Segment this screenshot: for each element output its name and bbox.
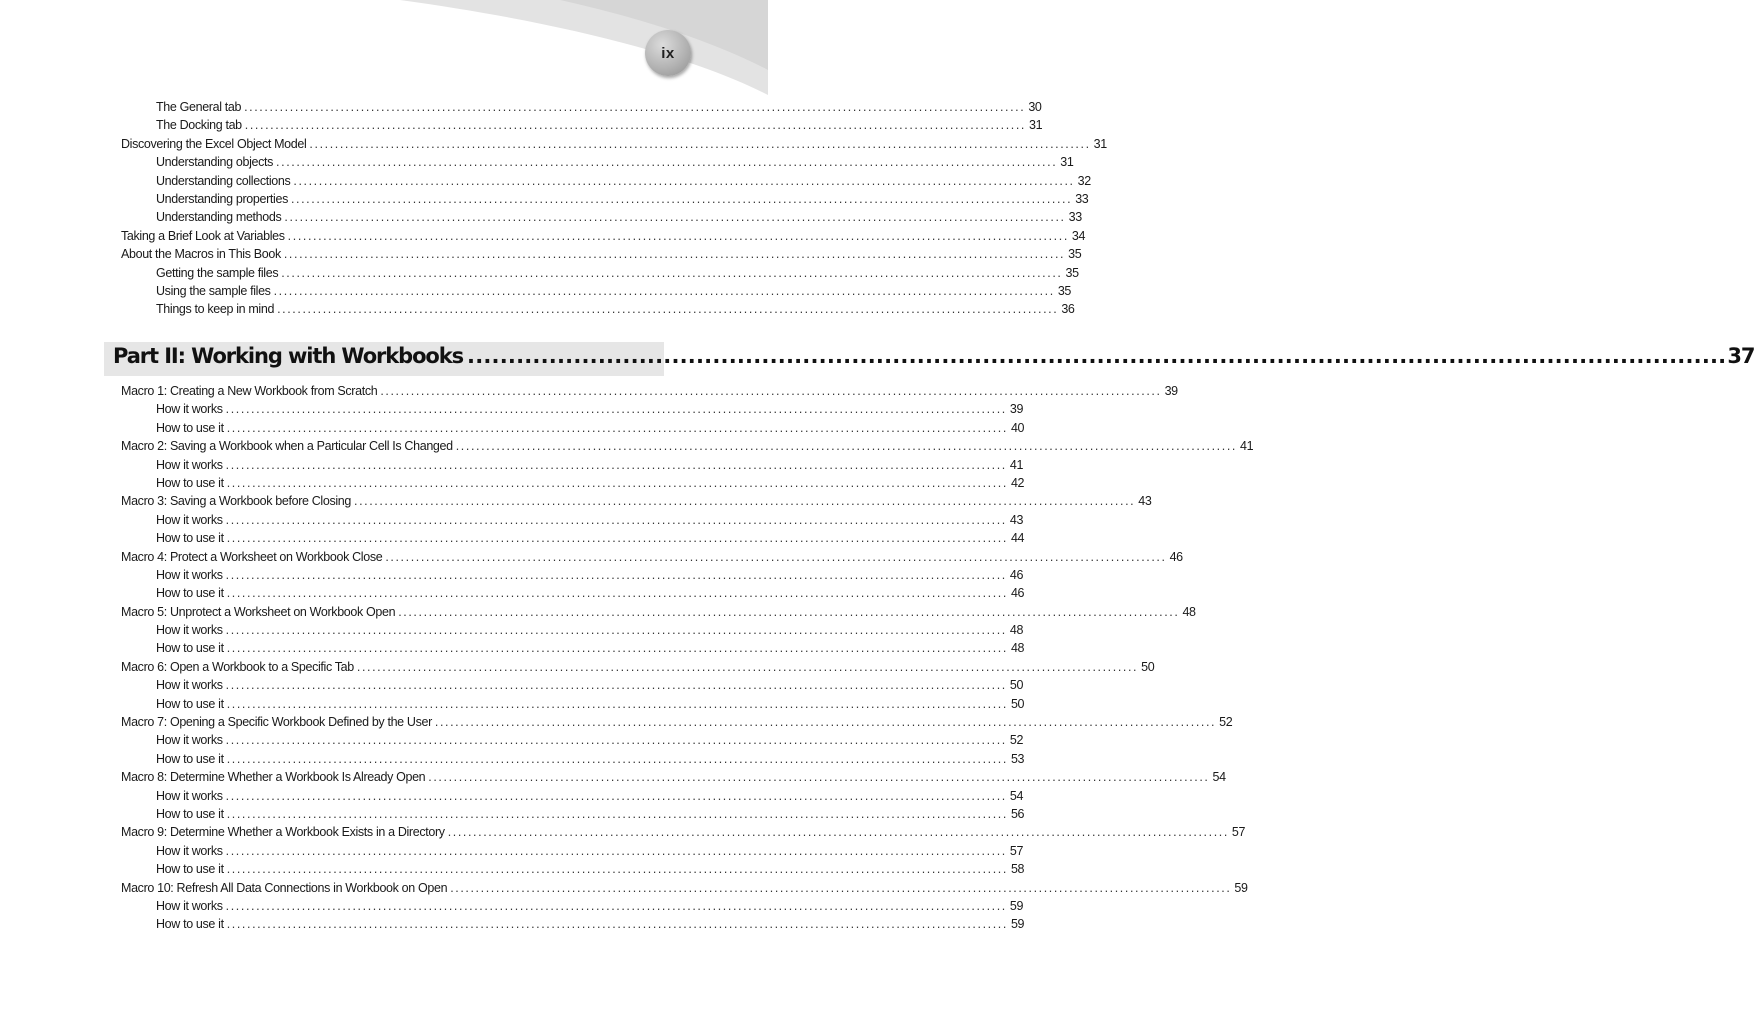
toc-entry-title: Macro 9: Determine Whether a Workbook Exists in a Directory — [121, 825, 445, 840]
toc-dot-leader: .......................................................................................................................................................... — [428, 770, 1210, 785]
toc-page-number: 35 — [1068, 247, 1082, 262]
toc-section-part-1-continued — [121, 98, 1107, 319]
toc-dot-leader: .......................................................................................................................................................... — [244, 118, 1027, 133]
toc-page-number: 48 — [1010, 641, 1025, 656]
toc-subentry — [121, 116, 1043, 134]
toc-page-number: 46 — [1009, 567, 1024, 582]
toc-section-part-2 — [121, 382, 1254, 934]
toc-page-number: 31 — [1093, 136, 1107, 151]
toc-entry-title: How it works — [156, 898, 223, 913]
toc-page-number: 41 — [1009, 457, 1024, 472]
toc-dot-leader: .......................................................................................................................................................... — [226, 420, 1008, 435]
toc-dot-leader: .......................................................................................................................................................... — [434, 715, 1217, 730]
toc-page-number: 36 — [1061, 302, 1075, 317]
toc-entry-title: How it works — [156, 733, 223, 748]
toc-dot-leader: .......................................................................................................................................................... — [226, 751, 1008, 766]
toc-dot-leader: .......................................................................................................................................................... — [226, 475, 1008, 490]
toc-entry-title: The Docking tab — [156, 118, 242, 133]
toc-page-number: 57 — [1009, 843, 1024, 858]
toc-entry-title: Things to keep in mind — [156, 302, 275, 317]
toc-dot-leader: .......................................................................................................................................................... — [398, 604, 1180, 619]
toc-dot-leader: .......................................................................................................................................................... — [244, 100, 1026, 114]
toc-entry-title: How it works — [156, 512, 223, 527]
toc-entry-title: How to use it — [156, 420, 224, 435]
toc-entry-title: Macro 8: Determine Whether a Workbook Is Already Open — [121, 770, 426, 785]
toc-page-number: 54 — [1212, 770, 1226, 785]
toc-page-number: 33 — [1068, 210, 1082, 225]
toc-entry-title: How it works — [156, 678, 223, 693]
toc-page-number: 52 — [1219, 715, 1233, 730]
toc-entry-title: How to use it — [156, 751, 224, 766]
toc-entry — [121, 768, 1226, 786]
toc-page-number: 39 — [1009, 402, 1024, 417]
toc-entry-title: How to use it — [156, 696, 224, 711]
toc-entry — [121, 382, 1178, 400]
toc-dot-leader: .......................................................................................................................................................... — [226, 917, 1008, 932]
toc-page-number: 33 — [1075, 191, 1089, 206]
toc-entry-title: How to use it — [156, 475, 224, 490]
part-heading-page: 37 — [1727, 344, 1754, 368]
toc-page-number: 32 — [1077, 173, 1091, 188]
toc-dot-leader: .......................................................................................................................................................... — [226, 641, 1008, 656]
toc-entry-title: How it works — [156, 567, 223, 582]
toc-dot-leader: .......................................................................................................................................................... — [385, 549, 1167, 564]
toc-subentry — [121, 300, 1075, 318]
toc-entry — [121, 245, 1082, 263]
toc-entry — [121, 713, 1233, 731]
toc-page-number: 42 — [1010, 475, 1025, 490]
toc-entry-title: Taking a Brief Look at Variables — [121, 228, 285, 243]
toc-subentry — [121, 264, 1079, 282]
toc-subentry — [121, 419, 1025, 437]
toc-subentry — [121, 897, 1024, 915]
toc-subentry — [121, 98, 1042, 116]
toc-entry-title: Macro 3: Saving a Workbook before Closing — [121, 494, 351, 509]
toc-dot-leader: .......................................................................................................................................................... — [225, 512, 1007, 527]
toc-dot-leader: .......................................................................................................................................................... — [225, 623, 1007, 638]
toc-entry — [121, 823, 1246, 841]
toc-page-number: 48 — [1182, 604, 1196, 619]
toc-dot-leader: .......................................................................................................................................................... — [225, 678, 1007, 693]
toc-page-number: 50 — [1141, 659, 1155, 674]
toc-entry-title: How to use it — [156, 586, 224, 601]
toc-dot-leader: .......................................................................................................................................................... — [290, 191, 1073, 206]
toc-dot-leader: .......................................................................................................................................................... — [226, 862, 1008, 877]
part-heading-title: Part II: Working with Workbooks — [113, 344, 464, 368]
toc-page-number: 50 — [1009, 678, 1024, 693]
toc-entry-title: Macro 2: Saving a Workbook when a Particular Cell Is Changed — [121, 439, 453, 454]
toc-dot-leader: .......................................................................................................................................................... — [225, 843, 1007, 858]
toc-page-number: 35 — [1057, 283, 1072, 298]
toc-subentry — [121, 529, 1025, 547]
toc-subentry — [121, 805, 1025, 823]
toc-subentry — [121, 153, 1074, 171]
toc-page-number: 34 — [1071, 228, 1086, 243]
toc-dot-leader: .......................................................................................................................................................... — [283, 247, 1066, 262]
toc-subentry — [121, 400, 1024, 418]
toc-entry — [121, 879, 1248, 897]
toc-dot-leader: .......................................................................................................................................................... — [284, 210, 1066, 225]
toc-entry-title: Macro 7: Opening a Specific Workbook Defined by the User — [121, 715, 432, 730]
toc-page-number: 52 — [1009, 733, 1024, 748]
toc-dot-leader: .......................................................................................................................................................... — [225, 898, 1007, 913]
toc-subentry — [121, 915, 1025, 933]
toc-entry-title: How it works — [156, 788, 223, 803]
toc-subentry — [121, 731, 1024, 749]
toc-entry — [121, 603, 1196, 621]
toc-dot-leader: .......................................................................................................................................................... — [281, 265, 1063, 280]
toc-dot-leader: .......................................................................................................................................................... — [273, 283, 1055, 298]
toc-dot-leader: .......................................................................................................................................................... — [225, 788, 1007, 803]
toc-entry-title: Understanding objects — [156, 155, 274, 170]
toc-subentry — [121, 860, 1025, 878]
toc-entry-title: Understanding properties — [156, 191, 288, 206]
toc-subentry — [121, 621, 1024, 639]
toc-subentry — [121, 750, 1025, 768]
toc-page-number: 43 — [1138, 494, 1152, 509]
toc-page-number: 59 — [1010, 917, 1025, 932]
toc-page-number: 58 — [1010, 862, 1025, 877]
toc-subentry — [121, 695, 1025, 713]
toc-entry-title: The General tab — [156, 100, 242, 114]
toc-page-number: 53 — [1010, 751, 1025, 766]
toc-entry-title: How to use it — [156, 806, 224, 821]
part-heading — [113, 344, 1754, 374]
toc-page-number: 40 — [1010, 420, 1025, 435]
toc-dot-leader: .......................................................................................................................................................... — [225, 402, 1007, 417]
toc-entry — [121, 227, 1086, 245]
toc-dot-leader: .......................................................................................................................................................... — [455, 439, 1237, 454]
toc-page-number: 44 — [1010, 531, 1025, 546]
toc-dot-leader: .......................................................................................................................................................... — [354, 494, 1136, 509]
toc-entry-title: How it works — [156, 457, 223, 472]
toc-dot-leader: .......................................................................................................................................................... — [226, 586, 1008, 601]
toc-page-number: 43 — [1009, 512, 1024, 527]
toc-subentry — [121, 787, 1024, 805]
toc-entry-title: How to use it — [156, 531, 224, 546]
toc-entry-title: How it works — [156, 843, 223, 858]
toc-entry-title: Macro 10: Refresh All Data Connections in Workbook on Open — [121, 880, 448, 895]
toc-page-number: 35 — [1065, 265, 1079, 280]
toc-entry-title: Understanding collections — [156, 173, 291, 188]
toc-dot-leader: .......................................................................................................................................................... — [450, 880, 1232, 895]
toc-page-number: 31 — [1060, 155, 1074, 170]
toc-page-number: 30 — [1028, 100, 1042, 114]
toc-subentry — [121, 172, 1091, 190]
toc-entry — [121, 492, 1152, 510]
toc-subentry — [121, 676, 1024, 694]
toc-entry-title: Macro 1: Creating a New Workbook from Scratch — [121, 384, 378, 398]
toc-entry-title: Using the sample files — [156, 283, 271, 298]
toc-subentry — [121, 639, 1025, 657]
toc-entry — [121, 135, 1107, 153]
toc-entry-title: Macro 5: Unprotect a Worksheet on Workbook Open — [121, 604, 396, 619]
toc-entry-title: About the Macros in This Book — [121, 247, 281, 262]
toc-entry-title: How to use it — [156, 641, 224, 656]
toc-page-number: 56 — [1010, 806, 1025, 821]
toc-page-number: 48 — [1009, 623, 1024, 638]
toc-dot-leader: .......................................................................................................................................................... — [287, 228, 1069, 243]
toc-entry-title: How it works — [156, 402, 223, 417]
toc-subentry — [121, 282, 1072, 300]
toc-page-number: 46 — [1169, 549, 1183, 564]
toc-entry-title: Discovering the Excel Object Model — [121, 136, 307, 151]
toc-page-number: 41 — [1239, 439, 1254, 454]
toc-subentry — [121, 456, 1024, 474]
page-number-badge: ix — [645, 30, 691, 76]
toc-dot-leader: .......................................................................................................................................................... — [293, 173, 1075, 188]
toc-dot-leader: .......................................................................................................................................................... — [225, 457, 1007, 472]
toc-entry-title: Macro 4: Protect a Worksheet on Workbook Close — [121, 549, 383, 564]
toc-page-number: 46 — [1010, 586, 1025, 601]
toc-dot-leader: .......................................................................................................................................................... — [277, 302, 1059, 317]
part-heading-leader: .......................................................................................................................................................... — [467, 344, 1727, 368]
toc-page-number: 57 — [1231, 825, 1246, 840]
toc-dot-leader: .......................................................................................................................................................... — [226, 531, 1008, 546]
toc-dot-leader: .......................................................................................................................................................... — [309, 136, 1091, 151]
toc-page-number: 50 — [1010, 696, 1025, 711]
toc-page-number: 39 — [1164, 384, 1178, 398]
toc-page-number: 59 — [1234, 880, 1248, 895]
toc-entry-title: Getting the sample files — [156, 265, 279, 280]
toc-subentry — [121, 566, 1024, 584]
toc-dot-leader: .......................................................................................................................................................... — [225, 567, 1007, 582]
toc-dot-leader: .......................................................................................................................................................... — [380, 384, 1162, 398]
toc-entry-title: How to use it — [156, 917, 224, 932]
toc-entry — [121, 437, 1254, 455]
toc-subentry — [121, 511, 1024, 529]
toc-dot-leader: .......................................................................................................................................................... — [225, 733, 1007, 748]
toc-subentry — [121, 842, 1024, 860]
toc-entry-title: How it works — [156, 623, 223, 638]
toc-entry — [121, 548, 1183, 566]
toc-entry-title: Macro 6: Open a Workbook to a Specific Tab — [121, 659, 354, 674]
toc-entry-title: Understanding methods — [156, 210, 282, 225]
toc-dot-leader: .......................................................................................................................................................... — [447, 825, 1229, 840]
toc-page-number: 31 — [1029, 118, 1043, 133]
toc-dot-leader: .......................................................................................................................................................... — [356, 659, 1139, 674]
toc-dot-leader: .......................................................................................................................................................... — [226, 806, 1008, 821]
toc-dot-leader: .......................................................................................................................................................... — [226, 696, 1008, 711]
toc-page-number: 59 — [1009, 898, 1024, 913]
toc-entry-title: How to use it — [156, 862, 224, 877]
toc-subentry — [121, 474, 1025, 492]
toc-subentry — [121, 208, 1082, 226]
toc-page-number: 54 — [1009, 788, 1024, 803]
toc-subentry — [121, 190, 1089, 208]
toc-dot-leader: .......................................................................................................................................................... — [276, 155, 1058, 170]
toc-entry — [121, 658, 1155, 676]
toc-subentry — [121, 584, 1025, 602]
